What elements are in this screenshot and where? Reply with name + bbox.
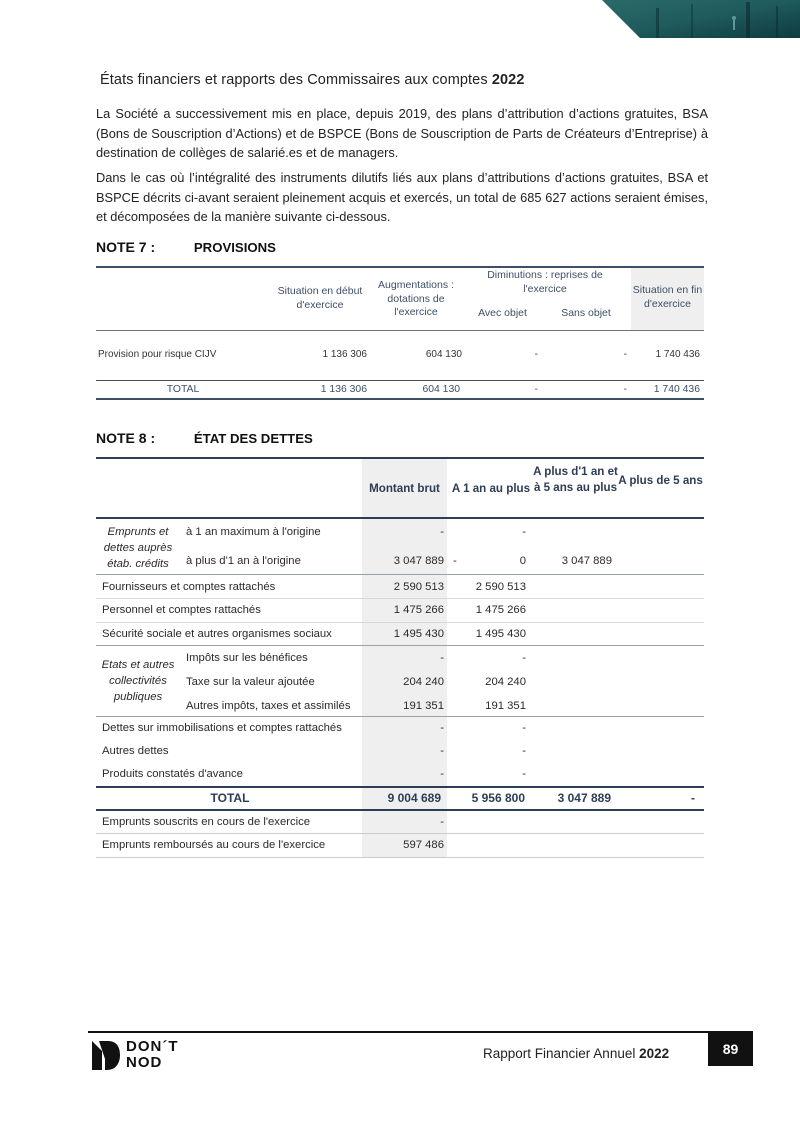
footer-report	[483, 1046, 669, 1061]
debts-row-other-label: Autres dettes	[102, 745, 169, 757]
intro-paragraph-1: La Société a successivement mis en place, depuis 2019, des plans d’attribution d’actions gratuites, BSA (Bons de Souscription d’Actions) et de BSPCE (Bons de Souscription de Parts de Créateurs d’Entreprise) à destination de collèges de salarié.es et de managers.	[96, 106, 708, 160]
debts-row-loans-taken-gross: -	[440, 816, 444, 828]
debts-row-personnel-one-year: 1 475 266	[475, 604, 526, 616]
debts-group1-label: Emprunts et dettes auprès étab. crédits	[103, 526, 173, 570]
debts-row-deferred-label: Produits constatés d'avance	[102, 768, 243, 780]
debts-header-gross: Montant brut	[369, 482, 440, 495]
debts-header-line	[96, 517, 704, 519]
debts-row-fixed-assets-label: Dettes sur immobilisations et comptes rattachés	[102, 722, 342, 734]
provisions-bottom-line	[96, 398, 704, 400]
debts-line-7	[96, 857, 704, 858]
debts-group2-row2-gross: 204 240	[403, 676, 444, 688]
logo-text-1: DON´T	[126, 1038, 179, 1055]
provisions-total-start: 1 136 306	[320, 384, 367, 395]
debts-row-social-gross: 1 495 430	[393, 628, 444, 640]
provisions-header-decrease: Diminutions : reprises de l'exercice	[487, 269, 603, 295]
debts-total-top-line	[96, 786, 704, 788]
debts-row-fixed-assets-one-year: -	[522, 722, 526, 734]
debts-group1-row2-gross: 3 047 889	[393, 555, 444, 567]
debts-row-other-gross: -	[440, 745, 444, 757]
debts-row-loans-repaid-label: Emprunts remboursés au cours de l'exercice	[102, 839, 326, 851]
page-header-year: 2022	[491, 72, 525, 88]
note7-number: NOTE 7 :	[96, 239, 156, 255]
provisions-header-start: Situation en début d'exercice	[277, 285, 363, 311]
page-number: 89	[708, 1033, 753, 1066]
debts-group1-row2-one-year-prefix: -	[453, 555, 457, 567]
provisions-row-increase: 604 130	[425, 349, 462, 360]
debts-total-label: TOTAL	[210, 791, 250, 805]
footer-report-title: Rapport Financier Annuel	[483, 1046, 636, 1061]
debts-group2-row3-gross: 191 351	[403, 700, 444, 712]
debts-group2-row3-one-year: 191 351	[485, 700, 526, 712]
debts-total-over-five: -	[691, 791, 695, 805]
debts-line-3	[96, 622, 704, 623]
debts-row-social-label: Sécurité sociale et autres organismes sociaux	[102, 628, 332, 640]
note8-label: ÉTAT DES DETTES	[193, 431, 313, 446]
debts-header-one-year: A 1 an au plus	[451, 482, 531, 495]
debts-group2-row1-one-year: -	[522, 652, 526, 664]
debts-row-social-one-year: 1 495 430	[475, 628, 526, 640]
page-header	[100, 72, 525, 88]
provisions-row-start: 1 136 306	[322, 349, 367, 360]
debts-row-other-one-year: -	[522, 745, 526, 757]
footer-report-year: 2022	[639, 1046, 670, 1061]
debts-group2-row3-label: Autres impôts, taxes et assimilés	[186, 700, 351, 712]
note7-label: PROVISIONS	[193, 240, 276, 255]
provisions-row-end: 1 740 436	[655, 349, 700, 360]
debts-group1-row2-label: à plus d'1 an à l'origine	[186, 555, 301, 567]
debts-line-5	[96, 716, 704, 717]
debts-group2-row1-label: Impôts sur les bénéfices	[186, 652, 308, 664]
company-logo	[90, 1039, 200, 1073]
debts-row-suppliers-one-year: 2 590 513	[475, 581, 526, 593]
provisions-top-line	[96, 266, 704, 268]
debts-group1-row1-gross: -	[440, 526, 444, 538]
debts-row-fixed-assets-gross: -	[440, 722, 444, 734]
debts-row-personnel-gross: 1 475 266	[393, 604, 444, 616]
debts-row-suppliers-label: Fournisseurs et comptes rattachés	[102, 581, 276, 593]
debts-row-deferred-gross: -	[440, 768, 444, 780]
provisions-row-without-object: -	[623, 349, 627, 360]
page-header-title: États financiers et rapports des Commissaires aux comptes	[100, 72, 488, 88]
header-corner-image	[596, 0, 800, 40]
logo-text-2: NOD	[126, 1054, 163, 1071]
provisions-row-with-object: -	[534, 349, 538, 360]
debts-row-personnel-label: Personnel et comptes rattachés	[102, 604, 261, 616]
debts-header-one-to-five: A plus d'1 an et à 5 ans au plus	[533, 465, 618, 494]
provisions-total-end: 1 740 436	[653, 384, 700, 395]
intro-paragraph-2: Dans le cas où l’intégralité des instruments dilutifs liés aux plans d’attributions d’actions gratuites, BSA et BSPCE décrits ci-avant seraient pleinement acquis et exercés, un total de 685 627 actions seraient émises, et décomposées de la manière suivante ci-dessous.	[96, 170, 708, 224]
debts-line-6	[96, 833, 704, 834]
debts-group2-label: Etats et autres collectivités publiques	[101, 659, 175, 703]
provisions-total-increase: 604 130	[422, 384, 460, 395]
debts-line-4	[96, 645, 704, 646]
provisions-header-end: Situation en fin d'exercice	[632, 284, 703, 310]
debts-group2-row2-label: Taxe sur la valeur ajoutée	[186, 676, 315, 688]
provisions-total-without-object: -	[623, 384, 627, 395]
note8-number: NOTE 8 :	[96, 430, 156, 446]
debts-row-loans-taken-label: Emprunts souscrits en cours de l'exercice	[102, 816, 311, 828]
provisions-header-without-object: Sans objet	[561, 307, 611, 319]
debts-row-suppliers-gross: 2 590 513	[393, 581, 444, 593]
debts-total-one-year: 5 956 800	[471, 791, 525, 805]
provisions-total-with-object: -	[534, 384, 538, 395]
provisions-header-increase: Augmentations : dotations de l'exercice	[378, 279, 454, 318]
note8-title	[96, 430, 313, 446]
debts-row-loans-repaid-gross: 597 486	[403, 839, 444, 851]
debts-total-one-to-five: 3 047 889	[557, 791, 611, 805]
provisions-row-label: Provision pour risque CIJV	[98, 349, 217, 360]
debts-header-over-five: A plus de 5 ans	[618, 474, 703, 487]
debts-row-deferred-one-year: -	[522, 768, 526, 780]
debts-group2-row2-one-year: 204 240	[485, 676, 526, 688]
debts-group1-row2-one-to-five: 3 047 889	[561, 555, 612, 567]
debts-group1-row1-one-year: -	[522, 526, 526, 538]
provisions-total-label: TOTAL	[166, 384, 200, 395]
debts-top-line	[96, 457, 704, 459]
debts-line-2	[96, 598, 704, 599]
debts-total-gross: 9 004 689	[387, 791, 441, 805]
debts-line-1	[96, 574, 704, 575]
debts-group2-row1-gross: -	[440, 652, 444, 664]
logo-mark-icon	[90, 1039, 124, 1073]
note7-title	[96, 239, 276, 255]
provisions-header-with-object: Avec objet	[478, 307, 527, 319]
debts-group1-row2-one-year: 0	[519, 555, 526, 567]
provisions-total-top-line	[96, 380, 704, 381]
provisions-header-line	[96, 330, 704, 331]
debts-group1-row1-label: à 1 an maximum à l'origine	[186, 526, 321, 538]
footer-line	[88, 1031, 753, 1033]
